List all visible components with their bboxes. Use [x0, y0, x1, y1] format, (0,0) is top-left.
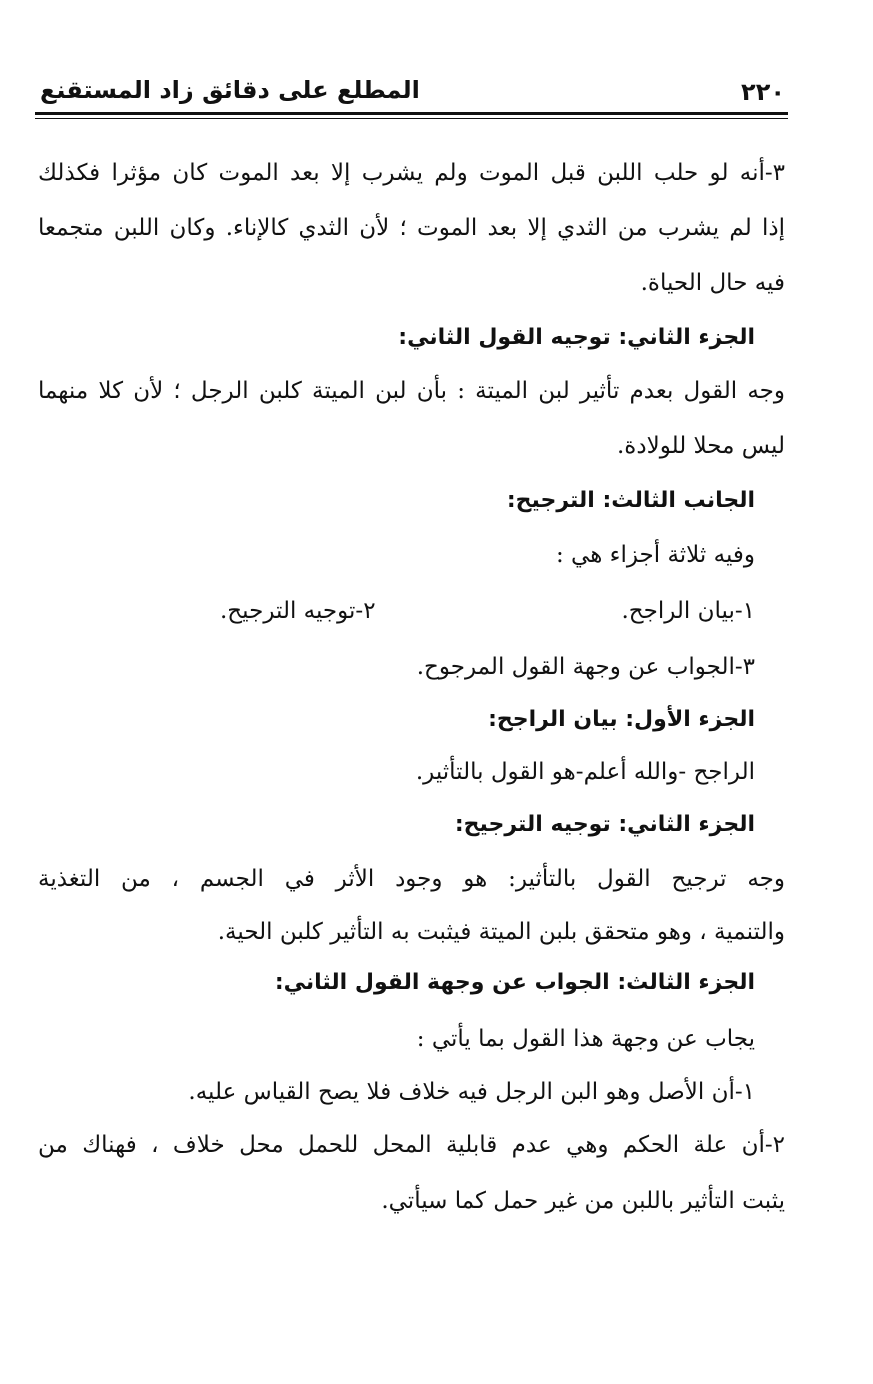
- body-line: وجه القول بعدم تأثير لبن الميتة : بأن لبن الميتة كلبن الرجل ؛ لأن كلا منهما: [38, 378, 785, 404]
- body-line: ٣-أنه لو حلب اللبن قبل الموت ولم يشرب إلا بعد الموت كان مؤثرا فكذلك: [38, 160, 785, 186]
- section-heading: الجزء الثالث: الجواب عن وجهة القول الثاني:: [274, 970, 755, 995]
- body-line: يثبت التأثير باللبن من غير حمل كما سيأتي.: [381, 1188, 785, 1214]
- body-line: إذا لم يشرب من الثدي إلا بعد الموت ؛ لأن الثدي كالإناء. وكان اللبن متجمعا: [38, 215, 785, 241]
- list-item: ١-بيان الراجح.: [621, 598, 755, 624]
- section-heading: الجزء الأول: بيان الراجح:: [488, 707, 755, 732]
- section-heading: الجزء الثاني: توجيه القول الثاني:: [398, 325, 755, 350]
- body-line: والتنمية ، وهو متحقق بلبن الميتة فيثبت به التأثير كلبن الحية.: [217, 919, 785, 945]
- page-number: ٢٢٠: [741, 78, 785, 106]
- section-heading: الجانب الثالث: الترجيح:: [506, 488, 755, 513]
- running-header: [40, 72, 785, 106]
- body-line: وجه ترجيح القول بالتأثير: هو وجود الأثر في الجسم ، من التغذية: [38, 866, 785, 892]
- body-line: ليس محلا للولادة.: [616, 433, 785, 459]
- list-item: ١-أن الأصل وهو البن الرجل فيه خلاف فلا يصح القياس عليه.: [188, 1079, 755, 1105]
- list-item: ٢-أن علة الحكم وهي عدم قابلية المحل للحمل محل خلاف ، فهناك من: [38, 1132, 785, 1158]
- body-line: فيه حال الحياة.: [640, 270, 785, 296]
- header-rule-thick: [35, 112, 788, 115]
- body-line: الراجح -والله أعلم-هو القول بالتأثير.: [415, 759, 755, 785]
- list-item: ٢-توجيه الترجيح.: [220, 598, 376, 624]
- header-rule-thin: [35, 118, 788, 119]
- body-line: يجاب عن وجهة هذا القول بما يأتي :: [416, 1026, 755, 1052]
- list-item: ٣-الجواب عن وجهة القول المرجوح.: [416, 654, 755, 680]
- body-line: وفيه ثلاثة أجزاء هي :: [555, 542, 755, 568]
- book-title: المطلع على دقائق زاد المستقنع: [40, 76, 420, 104]
- section-heading: الجزء الثاني: توجيه الترجيح:: [454, 812, 755, 837]
